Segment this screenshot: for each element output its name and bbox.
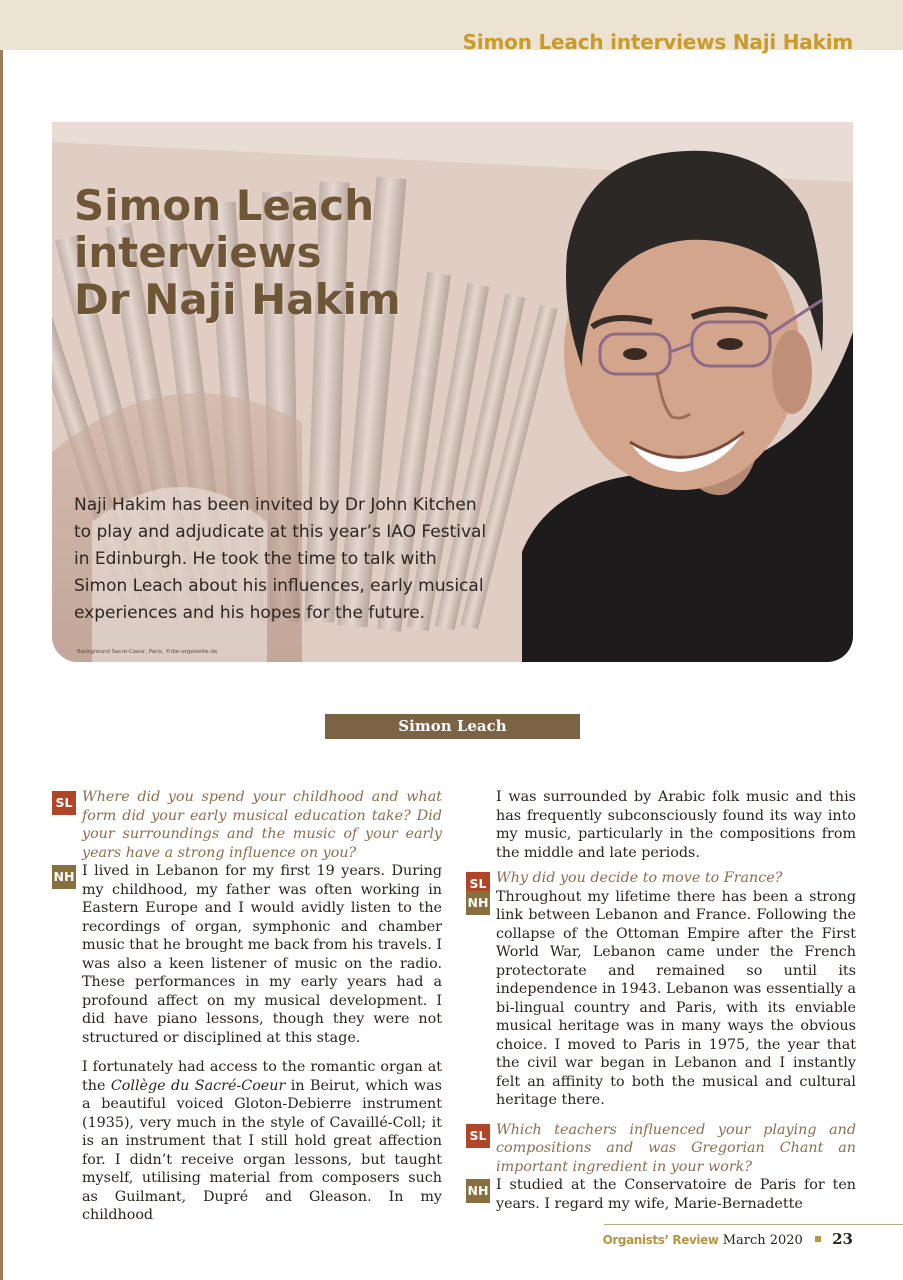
nh-speaker-badge: NH (466, 1179, 490, 1203)
answer-text-part: I fortunately had access to the romantic organ at the (82, 1059, 442, 1094)
hero-title-line: Dr Naji Hakim (74, 275, 401, 324)
question-block (469, 1121, 856, 1177)
photo-credit: Background Sacre-Coeur, Paris, ©die-orgelseite.de (77, 649, 218, 655)
intro-line: to play and adjudicate at this year’s IAO Festival (74, 522, 487, 542)
nh-speaker-badge: NH (52, 865, 76, 889)
magazine-name: Organists’ Review (602, 1233, 719, 1247)
issue-date: March 2020 (722, 1233, 803, 1248)
hero-panel (52, 122, 853, 662)
hero-title-line: interviews (74, 228, 322, 277)
answer-continuation (82, 1058, 442, 1225)
page-footer (603, 1230, 853, 1248)
author-byline: Simon Leach (325, 714, 580, 739)
answer-block (467, 1176, 856, 1213)
college-name: Collège du Sacré-Coeur (110, 1077, 286, 1094)
article-column-right (467, 788, 856, 1213)
intro-line: in Edinburgh. He took the time to talk with (74, 549, 437, 569)
question-text: Which teachers influenced your playing and compositions and was Gregorian Chant an important ingredient in your work? (496, 1121, 856, 1175)
hero-intro (74, 492, 494, 627)
page-edge (0, 0, 3, 1280)
intro-line: experiences and his hopes for the future. (74, 603, 426, 623)
question-block (55, 788, 442, 862)
portrait-photo (522, 122, 853, 662)
sl-speaker-badge: SL (466, 1124, 490, 1148)
nh-speaker-badge: NH (466, 891, 490, 915)
sl-speaker-badge: SL (52, 791, 76, 815)
article-column-left (53, 788, 442, 1225)
answer-text-part: in Beirut, which was a beautiful voiced Gloton-Debierre instrument (1935), very much in the style of Cavaillé-Coll; it is an instrument that I still hold great affection for. I didn’t receive organ lessons, but taught myself, utilising material from composers such as Guilmant, Dupré and Gleason. In my childhood (82, 1077, 442, 1223)
question-block (469, 869, 856, 891)
hero-title (74, 182, 401, 323)
answer-continuation (496, 788, 856, 862)
question-text: Why did you decide to move to France? (496, 870, 783, 886)
answer-text: Throughout my lifetime there has been a strong link between Lebanon and France. Following the collapse of the Ottoman Empire after the First World War, Lebanon came under the French protectorate and remained so until its independence in 1943. Lebanon was essentially a bi-lingual country and Paris, with its enviable musical heritage was in many ways the obvious choice. I moved to Paris in 1975, the year that the civil war began in Lebanon and I instantly felt an affinity to both the musical and cultural heritage there. (496, 888, 856, 1108)
answer-block (467, 888, 856, 1110)
intro-line: Simon Leach about his influences, early musical (74, 576, 484, 596)
page-number: 23 (832, 1230, 853, 1248)
running-header (0, 0, 903, 54)
hero-title-line: Simon Leach (74, 181, 375, 230)
answer-paragraph (82, 1058, 442, 1225)
footer-rule (604, 1224, 903, 1225)
running-title: Simon Leach interviews Naji Hakim (462, 30, 853, 54)
intro-line: Naji Hakim has been invited by Dr John Kitchen (74, 495, 477, 515)
answer-text: I was surrounded by Arabic folk music and this has frequently subconsciously found its way into my music, particularly in the compositions from the middle and late periods. (496, 789, 856, 861)
answer-text: I lived in Lebanon for my first 19 years. During my childhood, my father was often working in Eastern Europe and I would avidly listen to the recordings of organ, symphonic and chamber music that he brought me back from his travels. I was also a keen listener of music on the radio. These performances in my early years had a profound affect on my musical development. I did have piano lessons, though they were not structured or disciplined at this stage. (82, 863, 442, 1046)
separator-square-icon (815, 1236, 821, 1242)
sl-speaker-badge: SL (466, 872, 490, 896)
question-text: Where did you spend your childhood and what form did your early musical education take? Did your surroundings and the music of your early years have a strong influence on you? (82, 789, 442, 861)
answer-text: I studied at the Conservatoire de Paris for ten years. I regard my wife, Marie-Bernadette (496, 1177, 856, 1212)
answer-block (53, 862, 442, 1047)
